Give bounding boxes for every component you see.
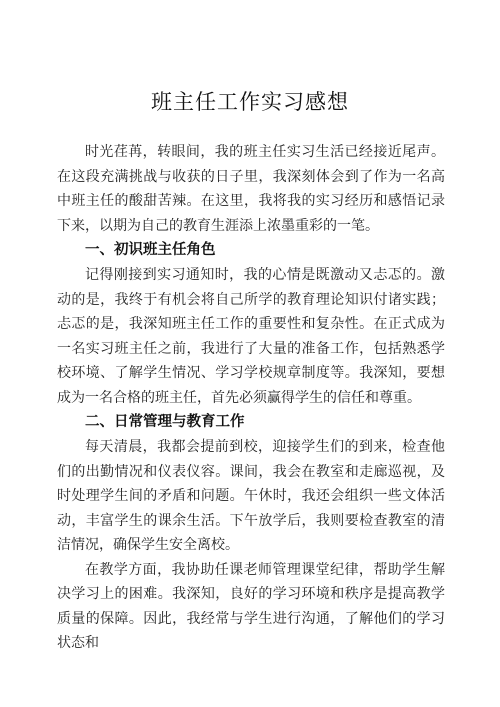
section-2-paragraph-2: 在教学方面，我协助任课老师管理课堂纪律，帮助学生解决学习上的困难。我深知，良好的学习环境和秩序是提高教学质量的保障。因此，我经常与学生进行沟通，了解他们的学习状态和 xyxy=(57,561,445,651)
section-1-paragraph: 记得刚接到实习通知时，我的心情是既激动又忐忑的。激动的是，我终于有机会将自己所学的教育理论知识付诸实践；忐忑的是，我深知班主任工作的重要性和复杂性。在正式成为一名实习班主任之前，我进行了大量的准备工作，包括熟悉学校环境、了解学生情况、学习学校规章制度等。我深知，要想成为一名合格的班主任，首先必须赢得学生的信任和尊重。 xyxy=(57,267,445,406)
document-body xyxy=(57,140,445,656)
section-heading-2: 二、日常管理与教育工作 xyxy=(85,414,245,430)
document-title: 班主任工作实习感想 xyxy=(151,90,349,114)
section-heading-1: 一、初识班主任角色 xyxy=(85,242,216,258)
section-2-paragraph-1: 每天清晨，我都会提前到校，迎接学生们的到来，检查他们的出勤情况和仪表仪容。课间，我会在教室和走廊巡视，及时处理学生间的矛盾和问题。午休时，我还会组织一些文体活动，丰富学生的课余生活。下午放学后，我则要检查教室的清洁情况，确保学生安全离校。 xyxy=(57,439,445,553)
intro-paragraph: 时光荏苒，转眼间，我的班主任实习生活已经接近尾声。在这段充满挑战与收获的日子里，我深刻体会到了作为一名高中班主任的酸甜苦辣。在这里，我将我的实习经历和感悟记录下来，以期为自己的教育生涯添上浓墨重彩的一笔。 xyxy=(57,144,445,234)
